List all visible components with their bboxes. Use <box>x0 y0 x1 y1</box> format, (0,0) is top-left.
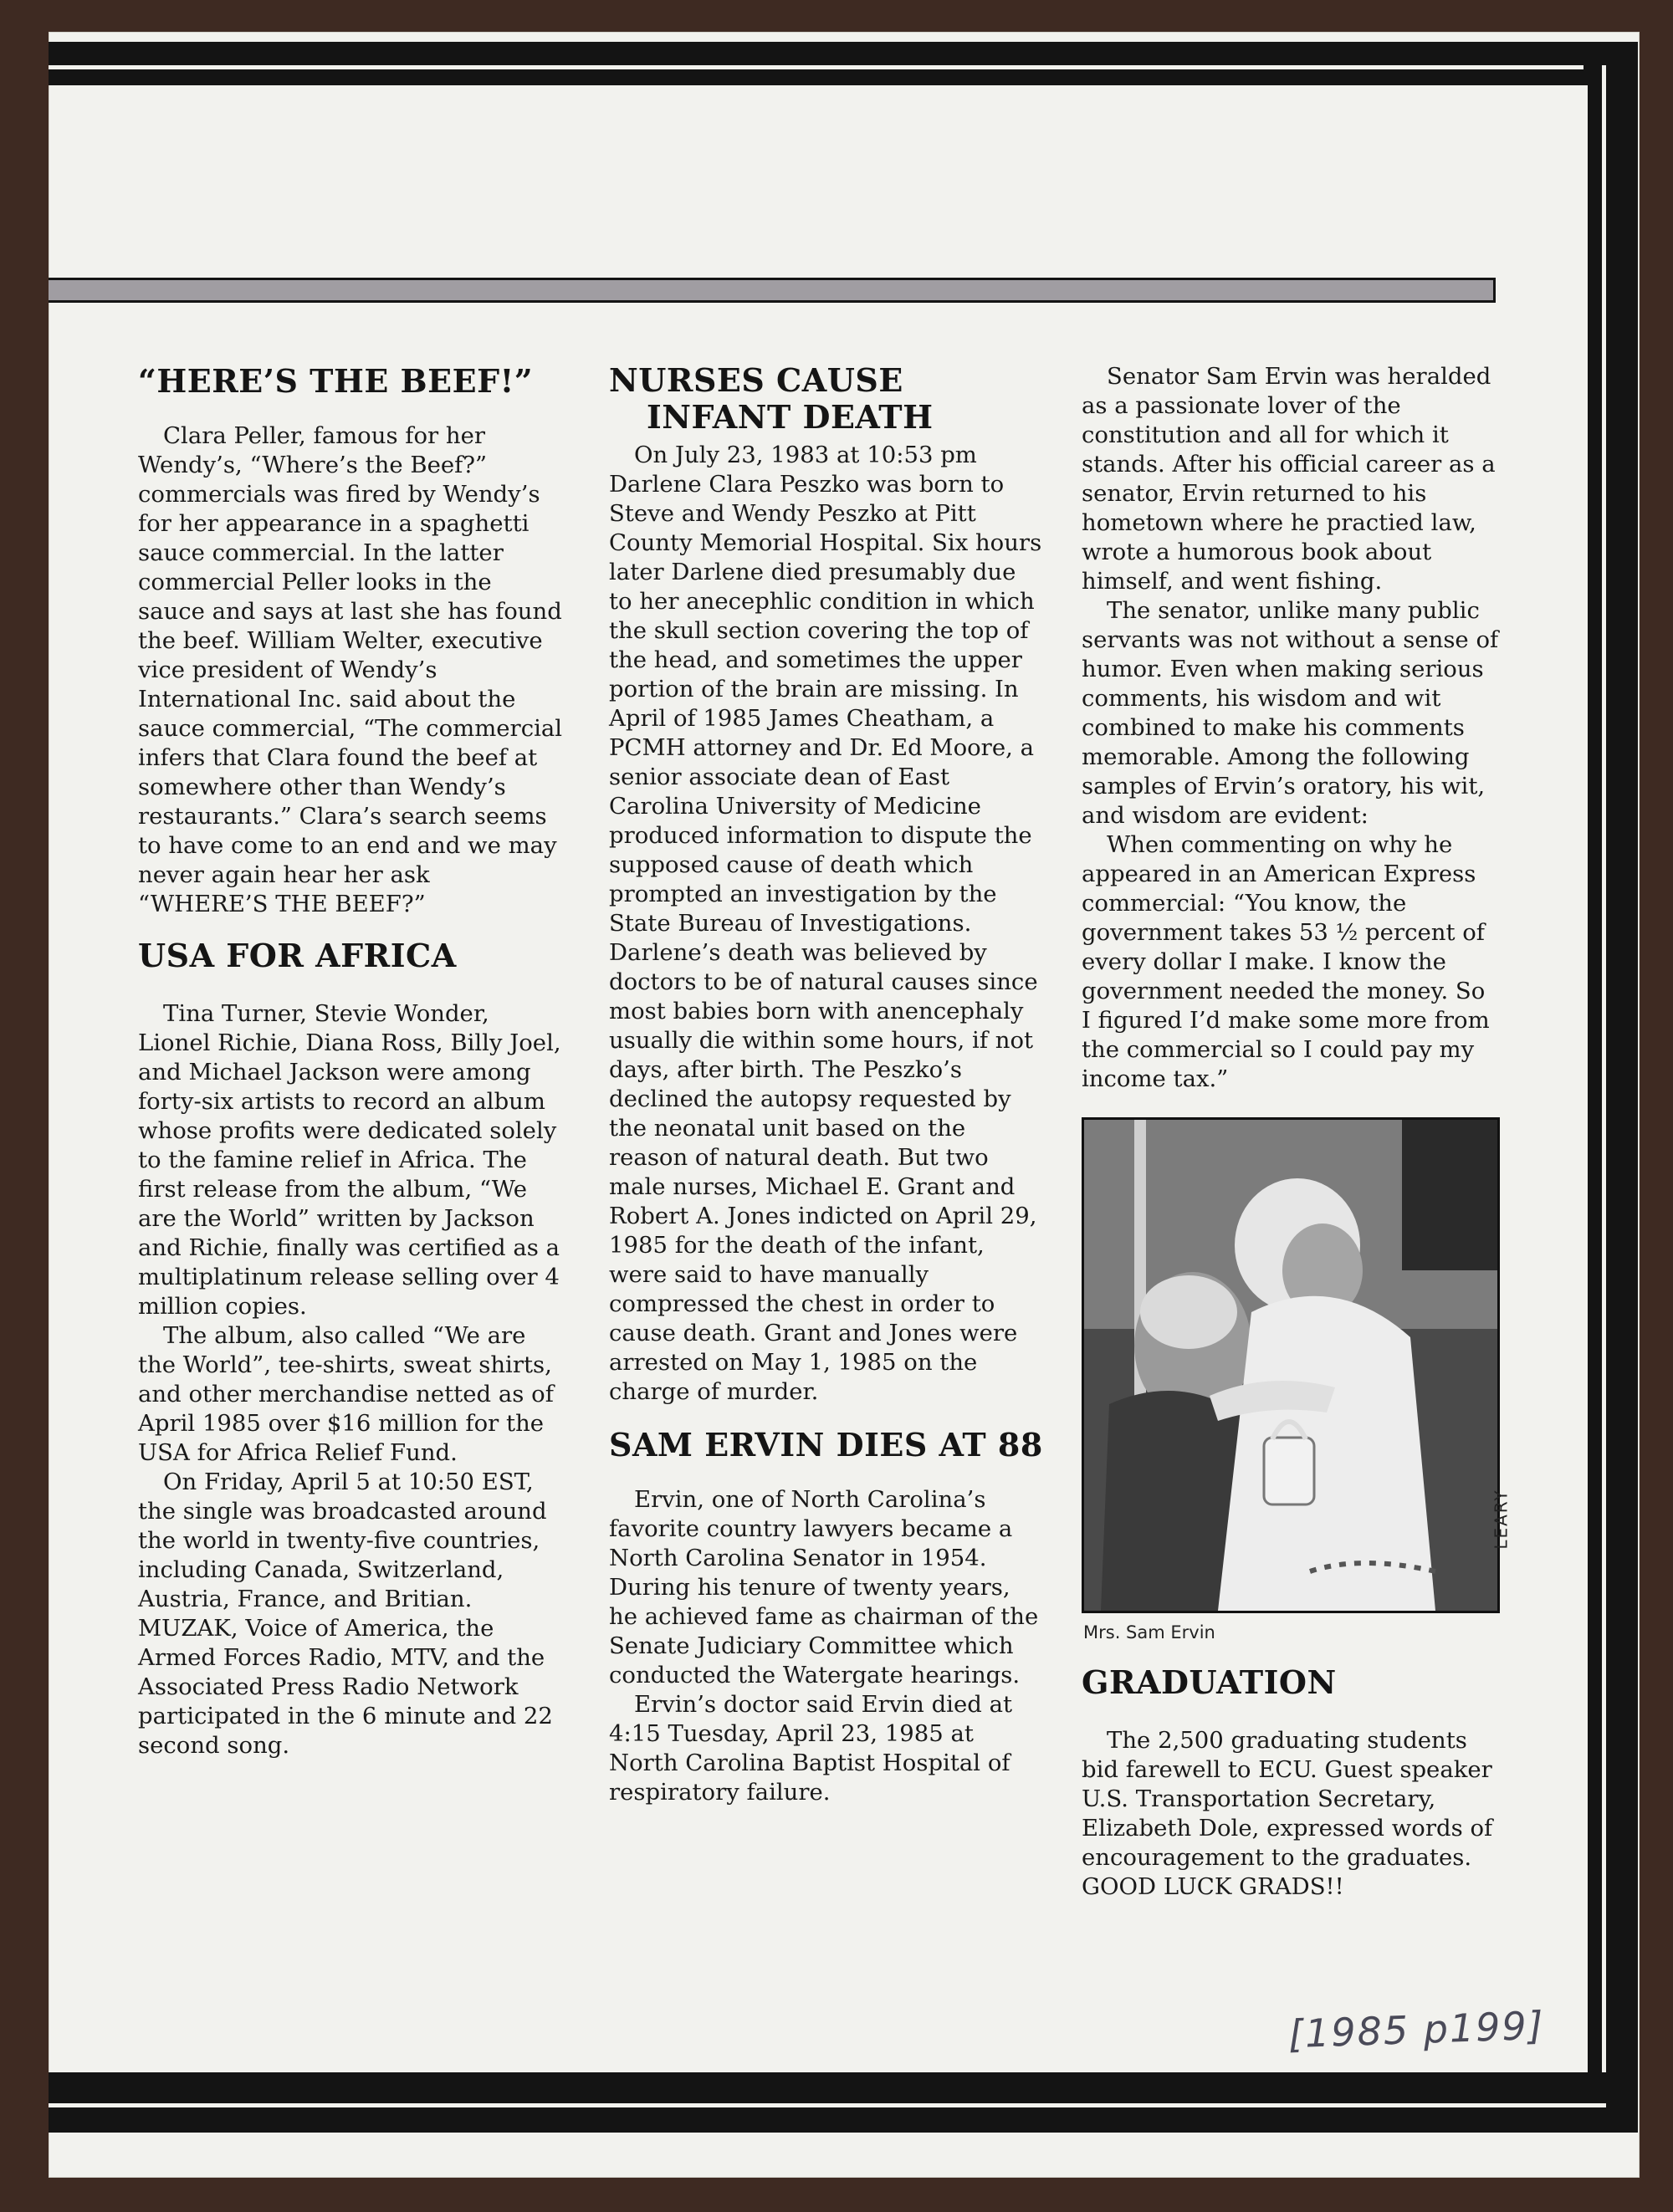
column-right <box>1082 362 1512 1902</box>
ervin-paragraph: Ervin’s doctor said Ervin died at 4:15 Tuesday, April 23, 1985 at North Carolina Baptist Hospital of respiratory failure. <box>609 1691 1013 1806</box>
photo-illustration <box>1084 1120 1497 1611</box>
frame-top-inner-line <box>49 65 1583 69</box>
photo-caption: Mrs. Sam Ervin <box>1083 1622 1215 1642</box>
ervin-paragraph: Ervin, one of North Carolina’s favorite country lawyers became a North Carolina Senator in 1954. During his tenure of twenty years, he achieved fame as chairman of the Senate Judiciary Committee which conducted the Watergate hearings. <box>609 1486 1039 1688</box>
photo-credit: LEARY <box>1491 1489 1512 1550</box>
beef-title: “HERE’S THE BEEF!” <box>138 362 534 400</box>
header-gray-band <box>49 278 1496 303</box>
frame-bottom-inner-line <box>49 2103 1606 2107</box>
ervin-continued-paragraph: Senator Sam Ervin was heralded as a passionate lover of the constitution and all for which it stands. After his official career as a senator, Ervin returned to his hometown where he practied law, wrote a humorous book about himself, and went fishing. <box>1082 363 1496 595</box>
photo-caption-row <box>1082 1489 1512 1651</box>
nurses-title-line1: NURSES CAUSE <box>609 361 903 399</box>
africa-paragraph: Tina Turner, Stevie Wonder, Lionel Richie, Diana Ross, Billy Joel, and Michael Jackson were among forty-six artists to record an album whose profits were dedicated solely to the famine relief in Africa. The first release from the album, “We are the World” written by Jackson and Richie, finally was certified as a multiplatinum release selling over 4 million copies. <box>138 1000 561 1320</box>
frame-right-inner-line <box>1602 65 1606 2110</box>
beef-paragraph: Clara Peller, famous for her Wendy’s, “Where’s the Beef?” commercials was fired by Wendy’s for her appearance in a spaghetti sauce commercial. In the latter commercial Peller looks in the sauce and says at last she has found the beef. William Welter, executive vice president of Wendy’s International Inc. said about the sauce commercial, “The commercial infers that Clara found the beef at somewhere other than Wendy’s restaurants.” Clara’s search seems to have come to an end and we may never again hear her ask “WHERE’S THE BEEF?” <box>138 422 563 917</box>
ervin-title: SAM ERVIN DIES AT 88 <box>609 1426 1043 1464</box>
nurses-paragraph: On July 23, 1983 at 10:53 pm Darlene Clara Peszko was born to Steve and Wendy Peszko at Pitt County Memorial Hospital. Six hours later Darlene died presumably due to her anecephlic condition in which the skull section covering the top of the head, and sometimes the upper portion of the brain are missing. In April of 1985 James Cheatham, a PCMH attorney and Dr. Ed Moore, a senior associate dean of East Carolina University of Medicine produced information to dispute the supposed cause of death which prompted an investigation by the State Bureau of Investigations. Darlene’s death was believed by doctors to be of natural causes since most babies born with anencephaly usually die within some hours, if not days, after birth. The Peszko’s declined the autopsy requested by the neonatal unit based on the reason of natural death. But two male nurses, Michael E. Grant and Robert A. Jones indicted on April 29, 1985 for the death of the infant, were said to have manually compressed the chest in order to cause death. Grant and Jones were arrested on May 1, 1985 on the charge of murder. <box>609 442 1042 1405</box>
column-middle <box>609 362 1044 1807</box>
frame-right-border <box>1588 42 1638 2133</box>
frame-bottom-border <box>49 2072 1638 2133</box>
africa-paragraph: The album, also called “We are the World”, tee-shirts, sweat shirts, and other merchandise netted as of April 1985 over $16 million for the USA for Africa Relief Fund. <box>138 1322 554 1466</box>
ervin-continued-paragraph: When commenting on why he appeared in an American Express commercial: “You know, the government takes 53 ½ percent of every dollar I make. I know the government needed the money. So I figured I’d make some more from the commercial so I could pay my income tax.” <box>1082 831 1490 1092</box>
column-left <box>138 363 565 1760</box>
nurses-title-line2: INFANT DEATH <box>647 398 934 436</box>
africa-paragraph: On Friday, April 5 at 10:50 EST, the single was broadcasted around the world in twenty-five countries, including Canada, Switzerland, Austria, France, and Britian. MUZAK, Voice of America, the Armed Forces Radio, MTV, and the Associated Press Radio Network participated in the 6 minute and 22 second song. <box>138 1469 553 1759</box>
africa-title: USA FOR AFRICA <box>138 937 457 974</box>
frame-top-border <box>49 42 1638 85</box>
mrs-ervin-photo <box>1082 1117 1500 1613</box>
graduation-title: GRADUATION <box>1082 1663 1337 1701</box>
graduation-paragraph: The 2,500 graduating students bid farewell to ECU. Guest speaker U.S. Transportation Secretary, Elizabeth Dole, expressed words of encouragement to the graduates. GOOD LUCK GRADS!! <box>1082 1727 1493 1900</box>
handwritten-archive-note: [1985 p199] <box>1287 2002 1546 2057</box>
ervin-continued-paragraph: The senator, unlike many public servants was not without a sense of humor. Even when making serious comments, his wisdom and wit combined to make his comments memorable. Among the following samples of Ervin’s oratory, his wit, and wisdom are evident: <box>1082 597 1499 829</box>
